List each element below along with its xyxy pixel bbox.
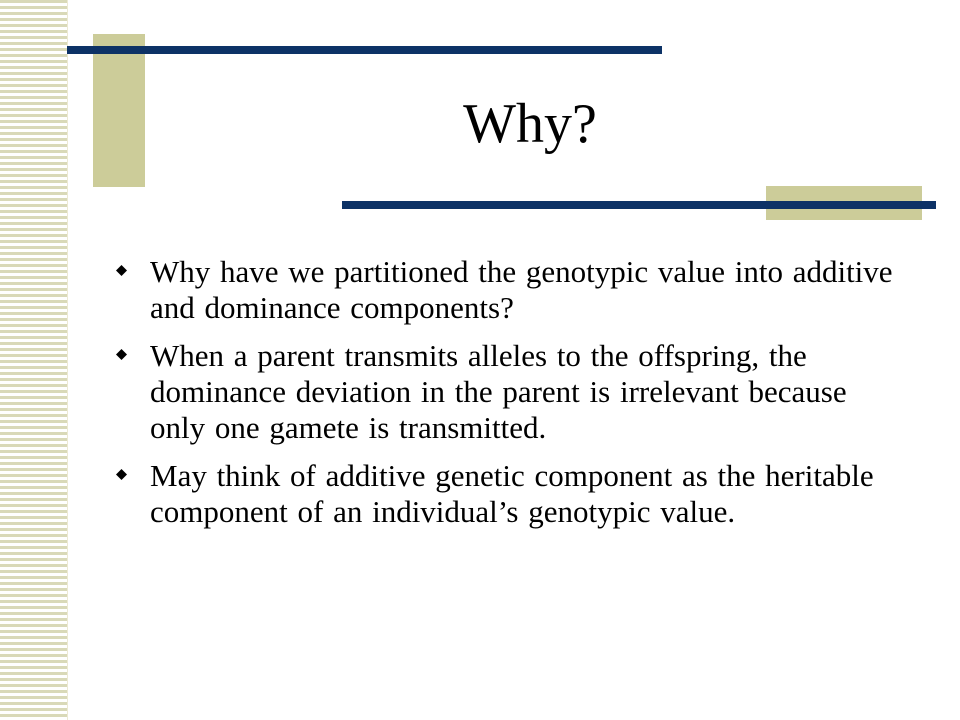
slide-title: Why? — [463, 93, 597, 155]
bullet-item — [116, 458, 906, 530]
diamond-bullet-icon — [116, 349, 127, 360]
bullet-text: When a parent transmits alleles to the offspring, the dominance deviation in the parent is irrelevant because only one gamete is transmitted. — [150, 338, 847, 445]
striped-margin — [0, 0, 68, 720]
bullet-item — [116, 254, 906, 326]
bullet-list — [116, 254, 906, 542]
bullet-text: May think of additive genetic component as the heritable component of an individual’s genotypic value. — [150, 458, 874, 529]
bullet-text: Why have we partitioned the genotypic value into additive and dominance components? — [150, 254, 893, 325]
diamond-bullet-icon — [116, 469, 127, 480]
decorative-line-top — [67, 46, 662, 54]
diamond-bullet-icon — [116, 265, 127, 276]
bullet-item — [116, 338, 906, 446]
decorative-line-bottom — [342, 201, 936, 209]
